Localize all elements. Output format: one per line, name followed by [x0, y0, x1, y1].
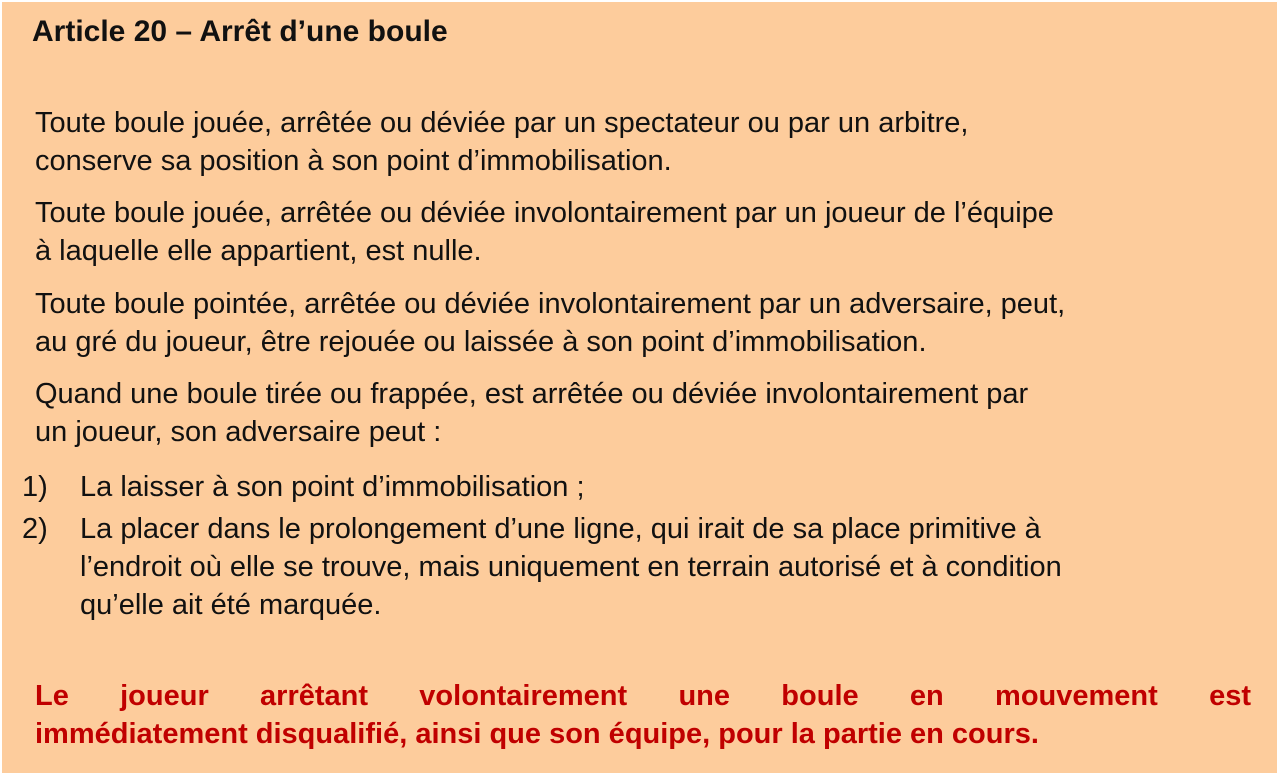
list-line: La laisser à son point d’immobilisation ;: [80, 471, 585, 503]
list-line: l’endroit où elle se trouve, mais uniquement en terrain autorisé et à condition: [80, 551, 1062, 583]
paragraph-line: Quand une boule tirée ou frappée, est arrêtée ou déviée involontairement par: [35, 378, 1029, 410]
list-line: La placer dans le prolongement d’une ligne, qui irait de sa place primitive à: [80, 513, 1041, 545]
paragraph-teammate: [35, 194, 1250, 270]
list-line: qu’elle ait été marquée.: [80, 589, 382, 621]
list-number: 2): [22, 513, 48, 545]
paragraph-line: Toute boule jouée, arrêtée ou déviée involontairement par un joueur de l’équipe: [35, 197, 1054, 229]
warning-line: Le joueur arrêtant volontairement une boule en mouvement est: [35, 680, 1251, 712]
warning-line: immédiatement disqualifié, ainsi que son équipe, pour la partie en cours.: [35, 718, 1039, 750]
disqualification-warning: [35, 677, 1251, 753]
paragraph-spectator: [35, 104, 1250, 180]
list-body: [80, 510, 1260, 624]
paragraph-line: un joueur, son adversaire peut :: [35, 416, 442, 448]
paragraph-opponent: [35, 285, 1250, 361]
paragraph-shot-ball: [35, 375, 1250, 451]
paragraph-line: à laquelle elle appartient, est nulle.: [35, 235, 482, 267]
article-title: Article 20 – Arrêt d’une boule: [32, 15, 448, 48]
paragraph-line: conserve sa position à son point d’immobilisation.: [35, 145, 672, 177]
list-body: [80, 468, 1260, 506]
paragraph-line: au gré du joueur, être rejouée ou laissée à son point d’immobilisation.: [35, 326, 927, 358]
paragraph-line: Toute boule jouée, arrêtée ou déviée par un spectateur ou par un arbitre,: [35, 107, 969, 139]
article-slide: [2, 2, 1277, 773]
list-number: 1): [22, 471, 48, 503]
paragraph-line: Toute boule pointée, arrêtée ou déviée involontairement par un adversaire, peut,: [35, 288, 1066, 320]
